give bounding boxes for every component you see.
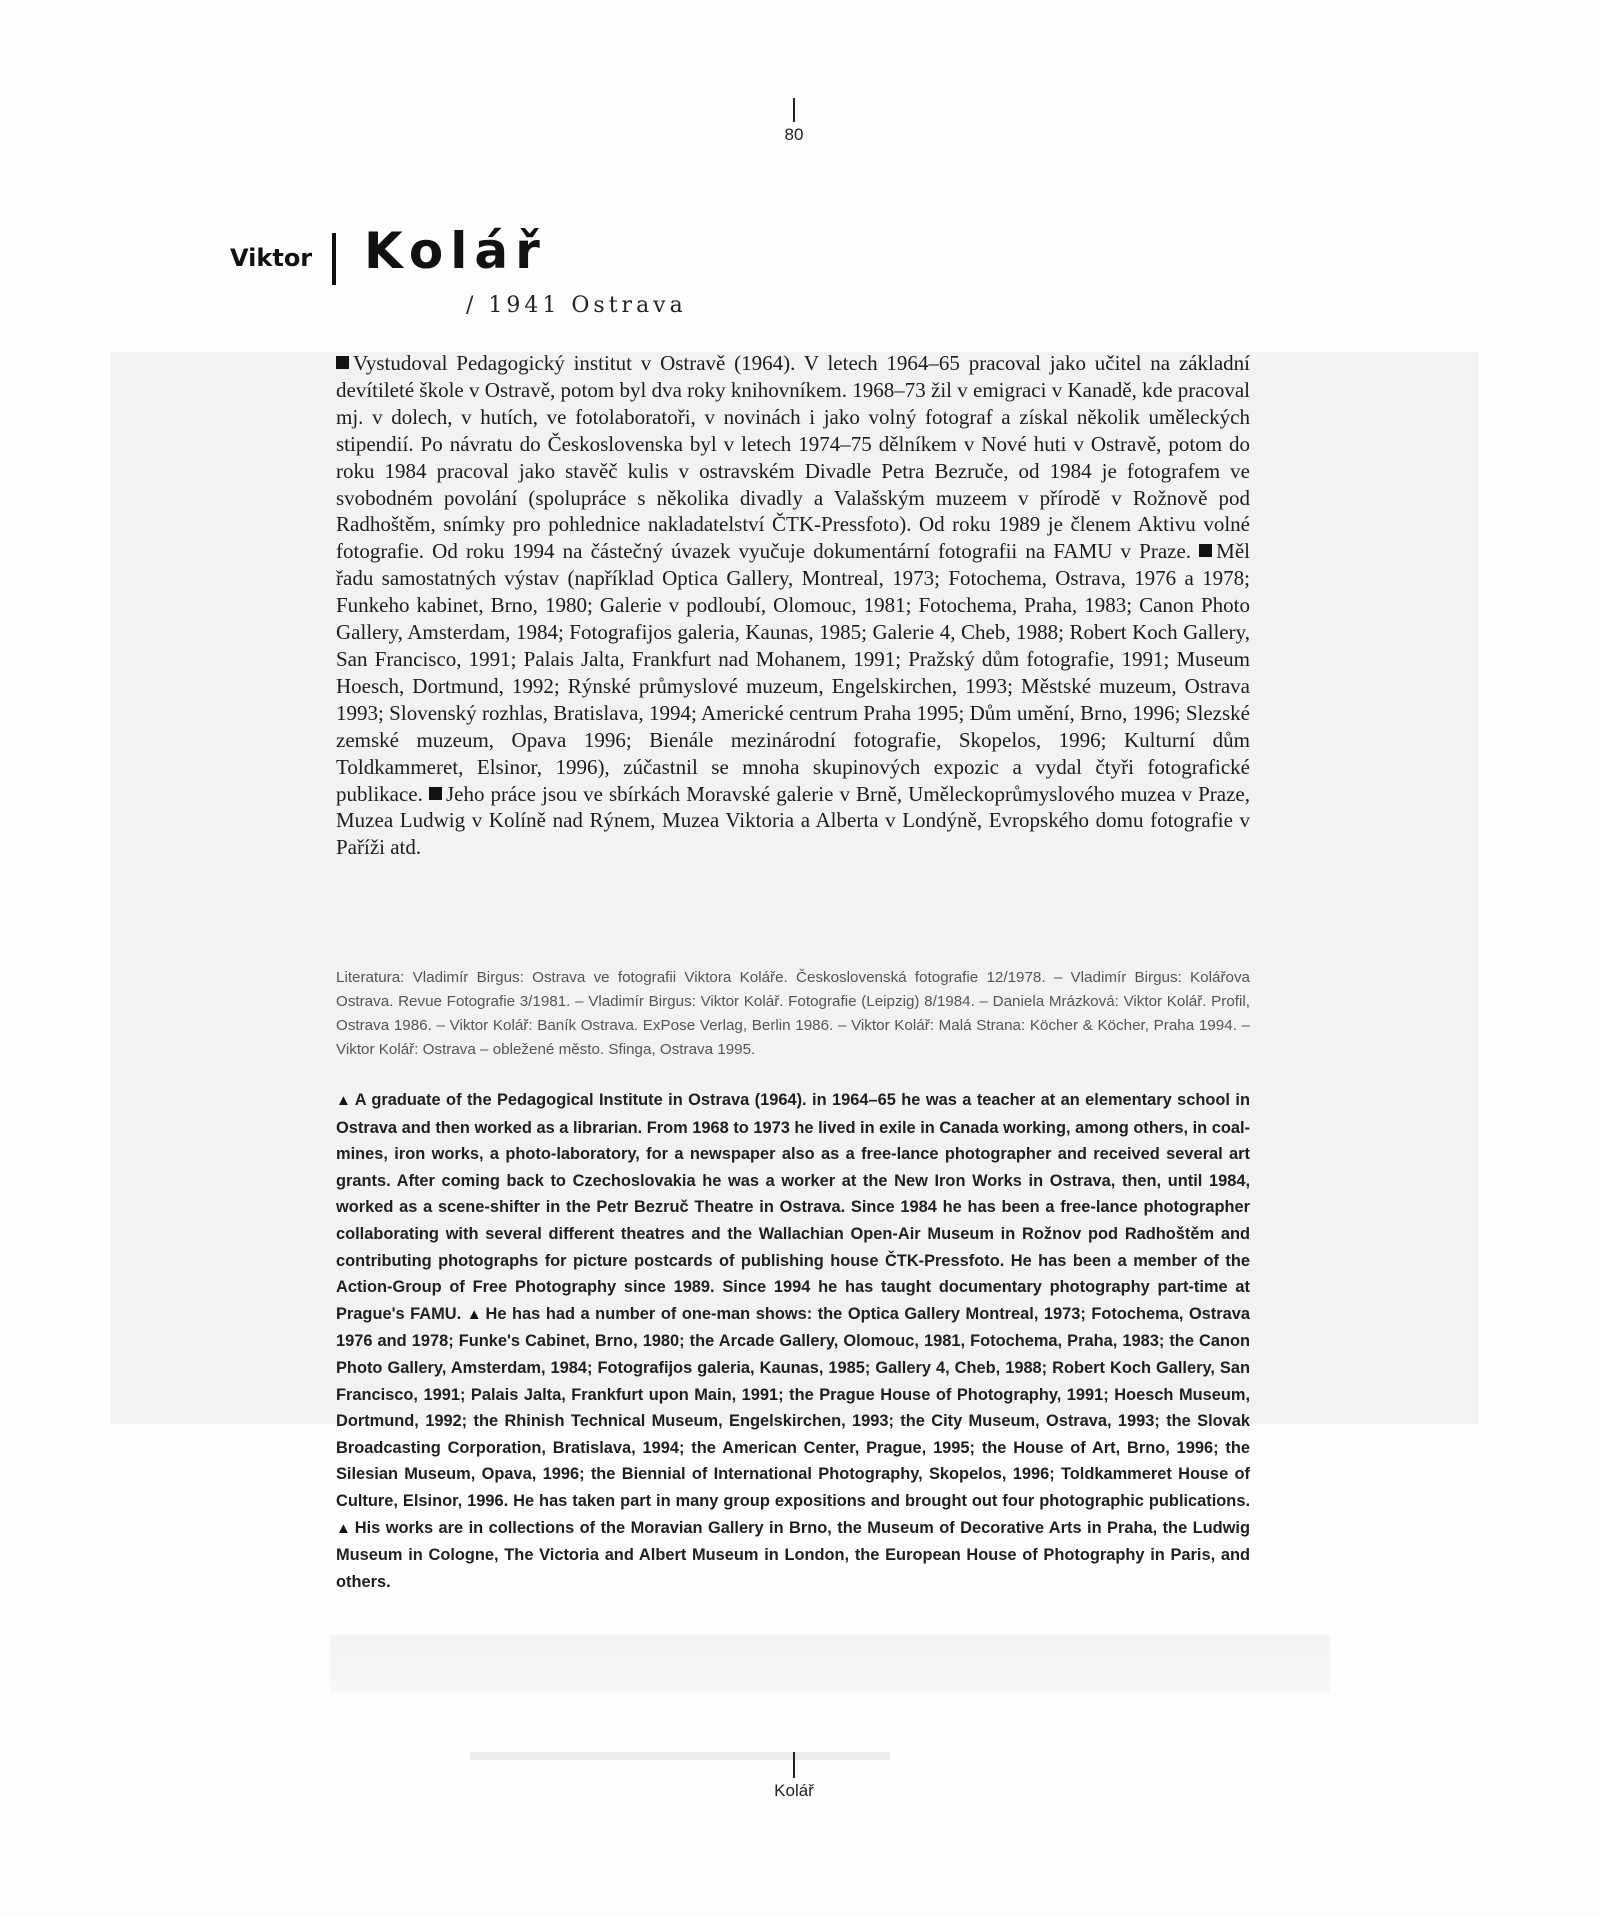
- black-triangle-icon: ▲: [336, 1519, 352, 1537]
- name-divider: [332, 233, 336, 285]
- birth-info: / 1941 Ostrava: [466, 293, 687, 318]
- artist-first-name: Viktor: [230, 244, 313, 272]
- biography-czech-part-1: Vystudoval Pedagogický institut v Ostravě (1964). V letech 1964–65 pracoval jako učitel na základní devítileté škole v Ostravě, potom byl dva roky knihovníkem. 1968–73 žil v emigraci v Kanadě, kde pracoval mj. v dolech, v hutích, ve fotolaboratoři, v novinách i jako volný fotograf a získal několik uměleckých stipendií. Po návratu do Československa byl v letech 1974–75 dělníkem v Nové huti v Ostravě, potom do roku 1984 pracoval jako stavěč kulis v ostravském Divadle Petra Bezruče, od 1984 je fotografem ve svobodném povolání (spolupráce s několika divadly a Valašským muzeem v přírodě v Rožnově pod Radhoštěm, snímky pro pohlednice nakladatelství ČTK-Pressfoto). Od roku 1989 je členem Aktivu volné fotografie. Od roku 1994 na částečný úvazek vyučuje dokumentární fotografii na FAMU v Praze.: [336, 351, 1250, 564]
- biography-english-part-2: He has had a number of one-man shows: the Optica Gallery Montreal, 1973; Fotochema, Ostrava 1976 and 1978; Funke's Cabinet, Brno, 1980; the Arcade Gallery, Olomouc, 1981, Fotochema, Praha, 1983; the Canon Photo Gallery, Amsterdam, 1984; Fotografijos galeria, Kaunas, 1985; Gallery 4, Cheb, 1988; Robert Koch Gallery, San Francisco, 1991; Palais Jalta, Frankfurt upon Main, 1991; the Prague House of Photography, 1991; Hoesch Museum, Dortmund, 1992; the Rhinish Technical Museum, Engelskirchen, 1993; the City Museum, Ostrava, 1993; the Slovak Broadcasting Corporation, Bratislava, 1994; the American Center, Prague, 1995; the House of Art, Brno, 1996; the Silesian Museum, Opava, 1996; the Biennial of International Photography, Skopelos, 1996; Toldkammeret House of Culture, Elsinor, 1996. He has taken part in many group expositions and brought out four photographic publications.: [336, 1304, 1250, 1510]
- biography-english-part-3: His works are in collections of the Moravian Gallery in Brno, the Museum of Decorative Arts in Praha, the Ludwig Museum in Cologne, The Victoria and Albert Museum in London, the European House of Photography in Paris, and others.: [336, 1518, 1250, 1591]
- show-through-block: [330, 1635, 1330, 1693]
- biography-czech-part-3: Jeho práce jsou ve sbírkách Moravské galerie v Brně, Uměleckoprůmyslového muzea v Praze, Muzea Ludwig v Kolíně nad Rýnem, Muzea Viktoria a Alberta v Londýně, Evropského domu fotografie v Paříži atd.: [336, 781, 1251, 860]
- biography-czech-part-2: Měl řadu samostatných výstav (například Optica Gallery, Montreal, 1973; Fotochema, Ostrava, 1976 a 1978; Funkeho kabinet, Brno, 1980; Galerie v podloubí, Olomouc, 1981; Fotochema, Praha, 1983; Canon Photo Gallery, Amsterdam, 1984; Fotografijos galeria, Kaunas, 1985; Galerie 4, Cheb, 1988; Robert Koch Gallery, San Francisco, 1991; Palais Jalta, Frankfurt nad Mohanem, 1991; Pražský dům fotografie, 1991; Museum Hoesch, Dortmund, 1992; Rýnské průmyslové muzeum, Engelskirchen, 1993; Městské muzeum, Ostrava 1993; Slovenský rozhlas, Bratislava, 1994; Americké centrum Praha 1995; Dům umění, Brno, 1996; Slezské zemské muzeum, Opava 1996; Bienále mezinárodní fotografie, Skopelos, 1996; Kulturní dům Toldkammeret, Elsinor, 1996), zúčastnil se mnoha skupinových expozic a vydal čtyři fotografické publikace.: [336, 539, 1250, 806]
- black-square-icon: [1199, 544, 1212, 557]
- black-square-icon: [336, 356, 349, 369]
- footer-rule: [793, 1752, 795, 1778]
- running-footer: [0, 1752, 1588, 1801]
- artist-last-name: Kolář: [364, 222, 547, 280]
- page-number-text: 80: [784, 125, 804, 144]
- biography-english: [336, 1087, 1250, 1595]
- biography-english-part-1: A graduate of the Pedagogical Institute in Ostrava (1964). in 1964–65 he was a teacher at an elementary school in Ostrava and then worked as a librarian. From 1968 to 1973 he lived in exile in Canada working, among others, in coal-mines, iron works, a photo-laboratory, for a newspaper also as a free-lance photographer and received several art grants. After coming back to Czechoslovakia he was a worker at the New Iron Works in Ostrava, then, until 1984, worked as a scene-shifter in the Petr Bezruč Theatre in Ostrava. Since 1984 he has been a free-lance photographer collaborating with several different theatres and the Wallachian Open-Air Museum in Rožnov pod Radhoštěm and contributing photographs for picture postcards of publishing house ČTK-Pressfoto. He has been a member of the Action-Group of Free Photography since 1989. Since 1994 he has taught documentary photography part-time at Prague's FAMU.: [336, 1091, 1250, 1323]
- biography-czech: [336, 350, 1250, 861]
- black-triangle-icon: ▲: [336, 1092, 352, 1109]
- running-footer-text: Kolář: [774, 1781, 814, 1800]
- folio-rule: [793, 98, 795, 122]
- black-triangle-icon: ▲: [466, 1305, 483, 1323]
- literature-references: Literatura: Vladimír Birgus: Ostrava ve fotografii Viktora Koláře. Československá fotografie 12/1978. – Vladimír Birgus: Kolářova Ostrava. Revue Fotografie 3/1981. – Vladimír Birgus: Viktor Kolář. Fotografie (Leipzig) 8/1984. – Daniela Mrázková: Viktor Kolář. Profil, Ostrava 1986. – Viktor Kolář: Baník Ostrava. ExPose Verlag, Berlin 1986. – Viktor Kolář: Malá Strana: Köcher & Köcher, Praha 1994. – Viktor Kolář: Ostrava – obležené město. Sfinga, Ostrava 1995.: [336, 969, 1250, 1058]
- page-number: [0, 98, 1588, 145]
- black-square-icon: [429, 787, 442, 800]
